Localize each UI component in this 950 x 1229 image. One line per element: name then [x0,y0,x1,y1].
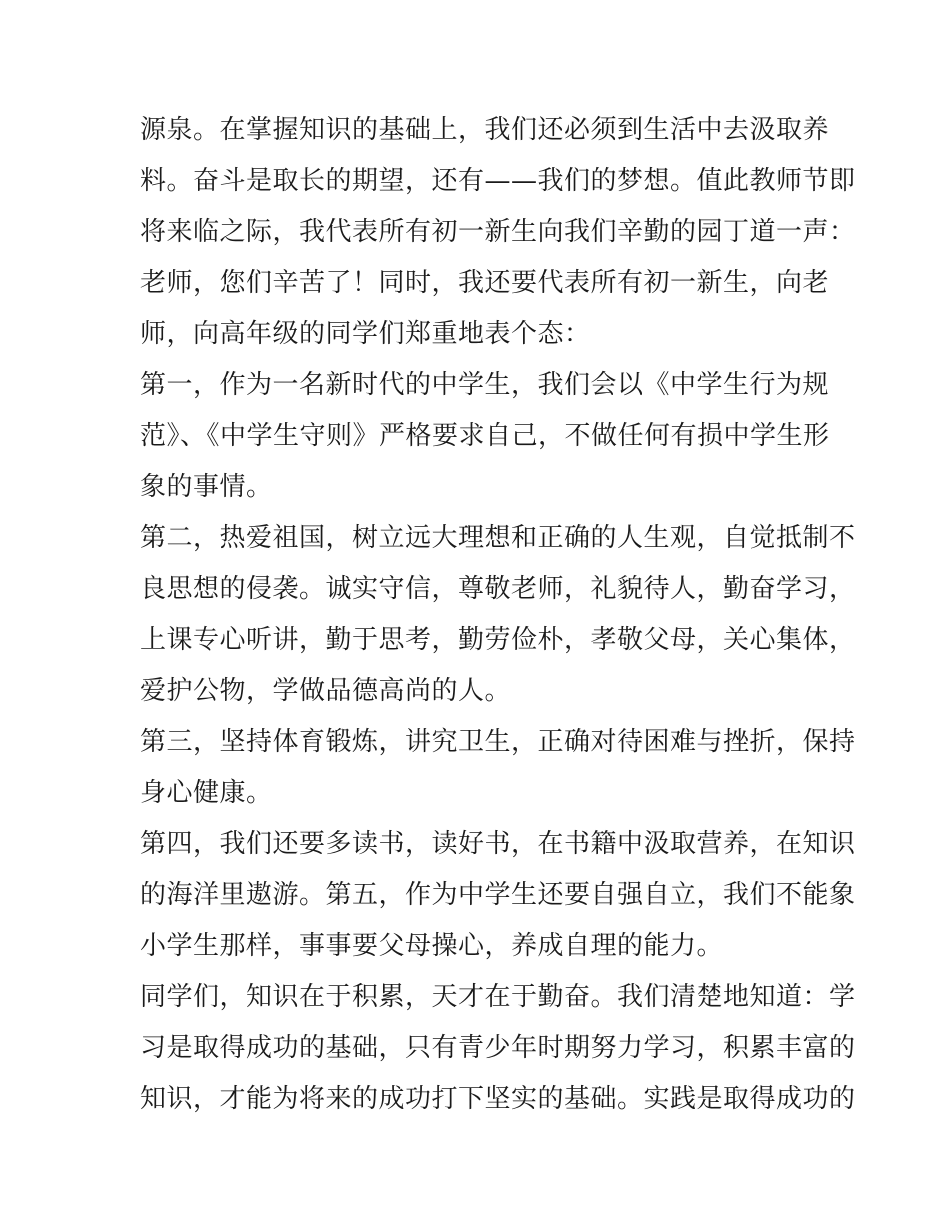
text-line: 知识，才能为将来的成功打下坚实的基础。实践是取得成功的 [140,1084,856,1114]
text-line: 习是取得成功的基础，只有青少年时期努力学习，积累丰富的 [140,1033,856,1063]
text-line: 爱护公物，学做品德高尚的人。 [140,676,512,706]
text-line: 源泉。在掌握知识的基础上，我们还必须到生活中去汲取养 [140,115,830,145]
text-line: 小学生那样，事事要父母操心，养成自理的能力。 [140,931,724,961]
text-line: 的海洋里遨游。第五，作为中学生还要自强自立，我们不能象 [140,880,856,910]
text-line: 同学们，知识在于积累，天才在于勤奋。我们清楚地知道：学 [140,982,856,1012]
text-line: 第四，我们还要多读书，读好书，在书籍中汲取营养，在知识 [140,829,856,859]
text-line: 第二，热爱祖国，树立远大理想和正确的人生观，自觉抵制不 [140,523,856,553]
text-line: 良思想的侵袭。诚实守信，尊敬老师，礼貌待人，勤奋学习， [140,574,856,604]
text-line: 将来临之际，我代表所有初一新生向我们辛勤的园丁道一声： [140,217,856,247]
text-line: 范》、《中学生守则》严格要求自己，不做任何有损中学生形 [140,421,830,451]
text-line: 料。奋斗是取长的期望，还有——我们的梦想。值此教师节即 [140,166,856,196]
text-line: 上课专心听讲，勤于思考，勤劳俭朴，孝敬父母，关心集体， [140,625,856,655]
text-line: 老师，您们辛苦了！同时，我还要代表所有初一新生，向老 [140,268,830,298]
body-text [140,105,856,1125]
text-line: 第三，坚持体育锻炼，讲究卫生，正确对待困难与挫折，保持 [140,727,856,757]
text-line: 第一，作为一名新时代的中学生，我们会以《中学生行为规 [140,370,830,400]
text-line: 身心健康。 [140,778,273,808]
text-line: 象的事情。 [140,472,273,502]
text-line: 师，向高年级的同学们郑重地表个态： [140,319,591,349]
